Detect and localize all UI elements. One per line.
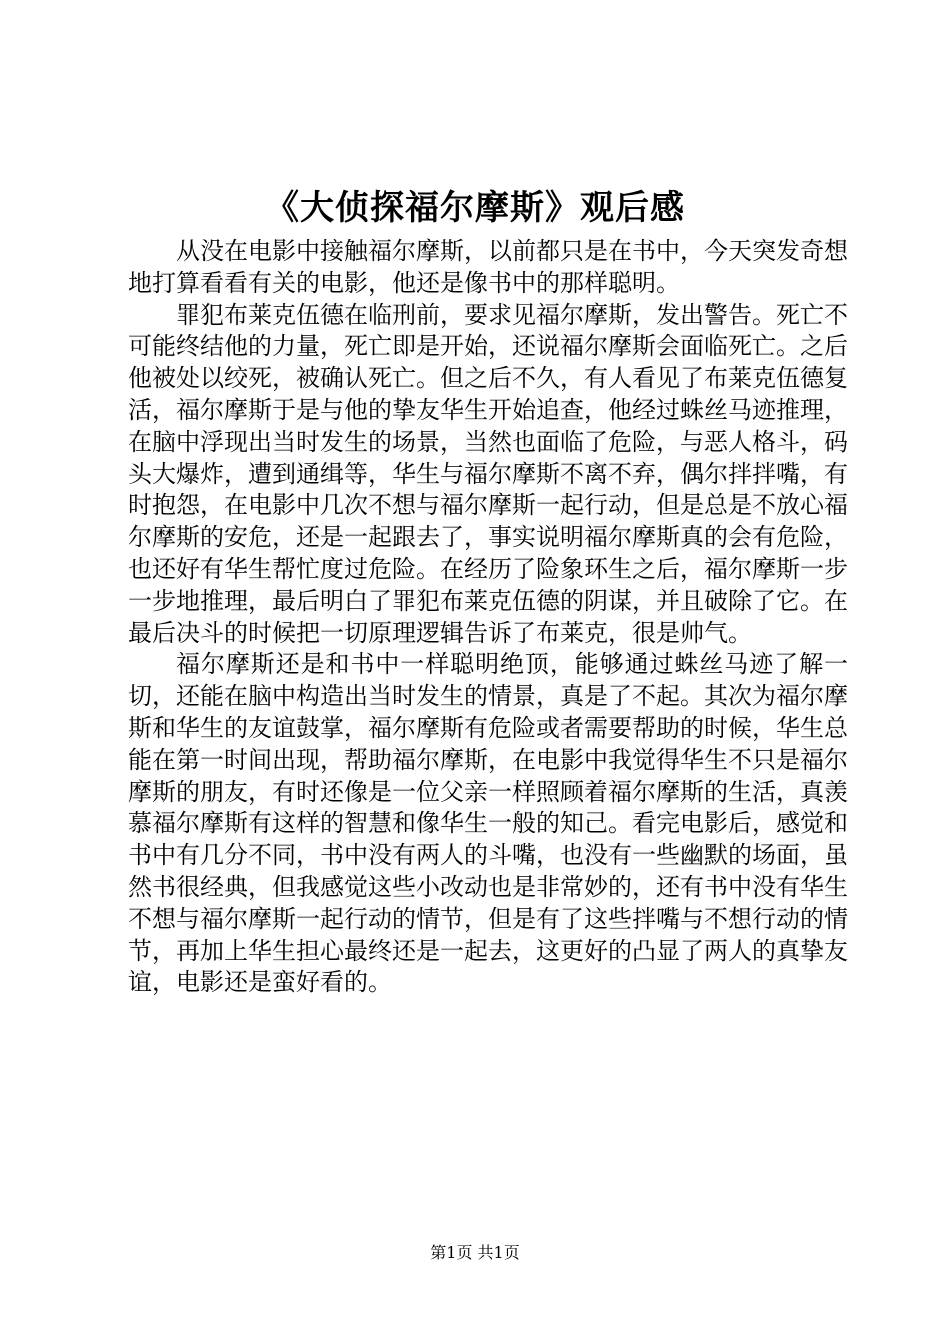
paragraph: 罪犯布莱克伍德在临刑前，要求见福尔摩斯，发出警告。死亡不可能终结他的力量，死亡即是开始，还说福尔摩斯会面临死亡。之后他被处以绞死，被确认死亡。但之后不久，有人看见了布莱克伍德复活，福尔摩斯于是与他的挚友华生开始追查，他经过蛛丝马迹推理，在脑中浮现出当时发生的场景，当然也面临了危险，与恶人格斗，码头大爆炸，遭到通缉等，华生与福尔摩斯不离不弃，偶尔拌拌嘴，有时抱怨，在电影中几次不想与福尔摩斯一起行动，但是总是不放心福尔摩斯的安危，还是一起跟去了，事实说明福尔摩斯真的会有危险，也还好有华生帮忙度过危险。在经历了险象环生之后，福尔摩斯一步一步地推理，最后明白了罪犯布莱克伍德的阴谋，并且破除了它。在最后决斗的时候把一切原理逻辑告诉了布莱克，很是帅气。 bbox=[128, 300, 848, 647]
document-title: 《大侦探福尔摩斯》观后感 bbox=[265, 188, 685, 228]
paragraph: 从没在电影中接触福尔摩斯，以前都只是在书中，今天突发奇想地打算看看有关的电影，他还是像书中的那样聪明。 bbox=[128, 237, 848, 297]
page-footer: 第1页 共1页 bbox=[430, 1243, 520, 1262]
document-body bbox=[128, 236, 848, 999]
paragraph: 福尔摩斯还是和书中一样聪明绝顶，能够通过蛛丝马迹了解一切，还能在脑中构造出当时发生的情景，真是了不起。其次为福尔摩斯和华生的友谊鼓掌，福尔摩斯有危险或者需要帮助的时候，华生总能在第一时间出现，帮助福尔摩斯，在电影中我觉得华生不只是福尔摩斯的朋友，有时还像是一位父亲一样照顾着福尔摩斯的生活，真羡慕福尔摩斯有这样的智慧和像华生一般的知己。看完电影后，感觉和书中有几分不同，书中没有两人的斗嘴，也没有一些幽默的场面，虽然书很经典，但我感觉这些小改动也是非常妙的，还有书中没有华生不想与福尔摩斯一起行动的情节，但是有了这些拌嘴与不想行动的情节，再加上华生担心最终还是一起去，这更好的凸显了两人的真挚友谊，电影还是蛮好看的。 bbox=[128, 650, 848, 997]
